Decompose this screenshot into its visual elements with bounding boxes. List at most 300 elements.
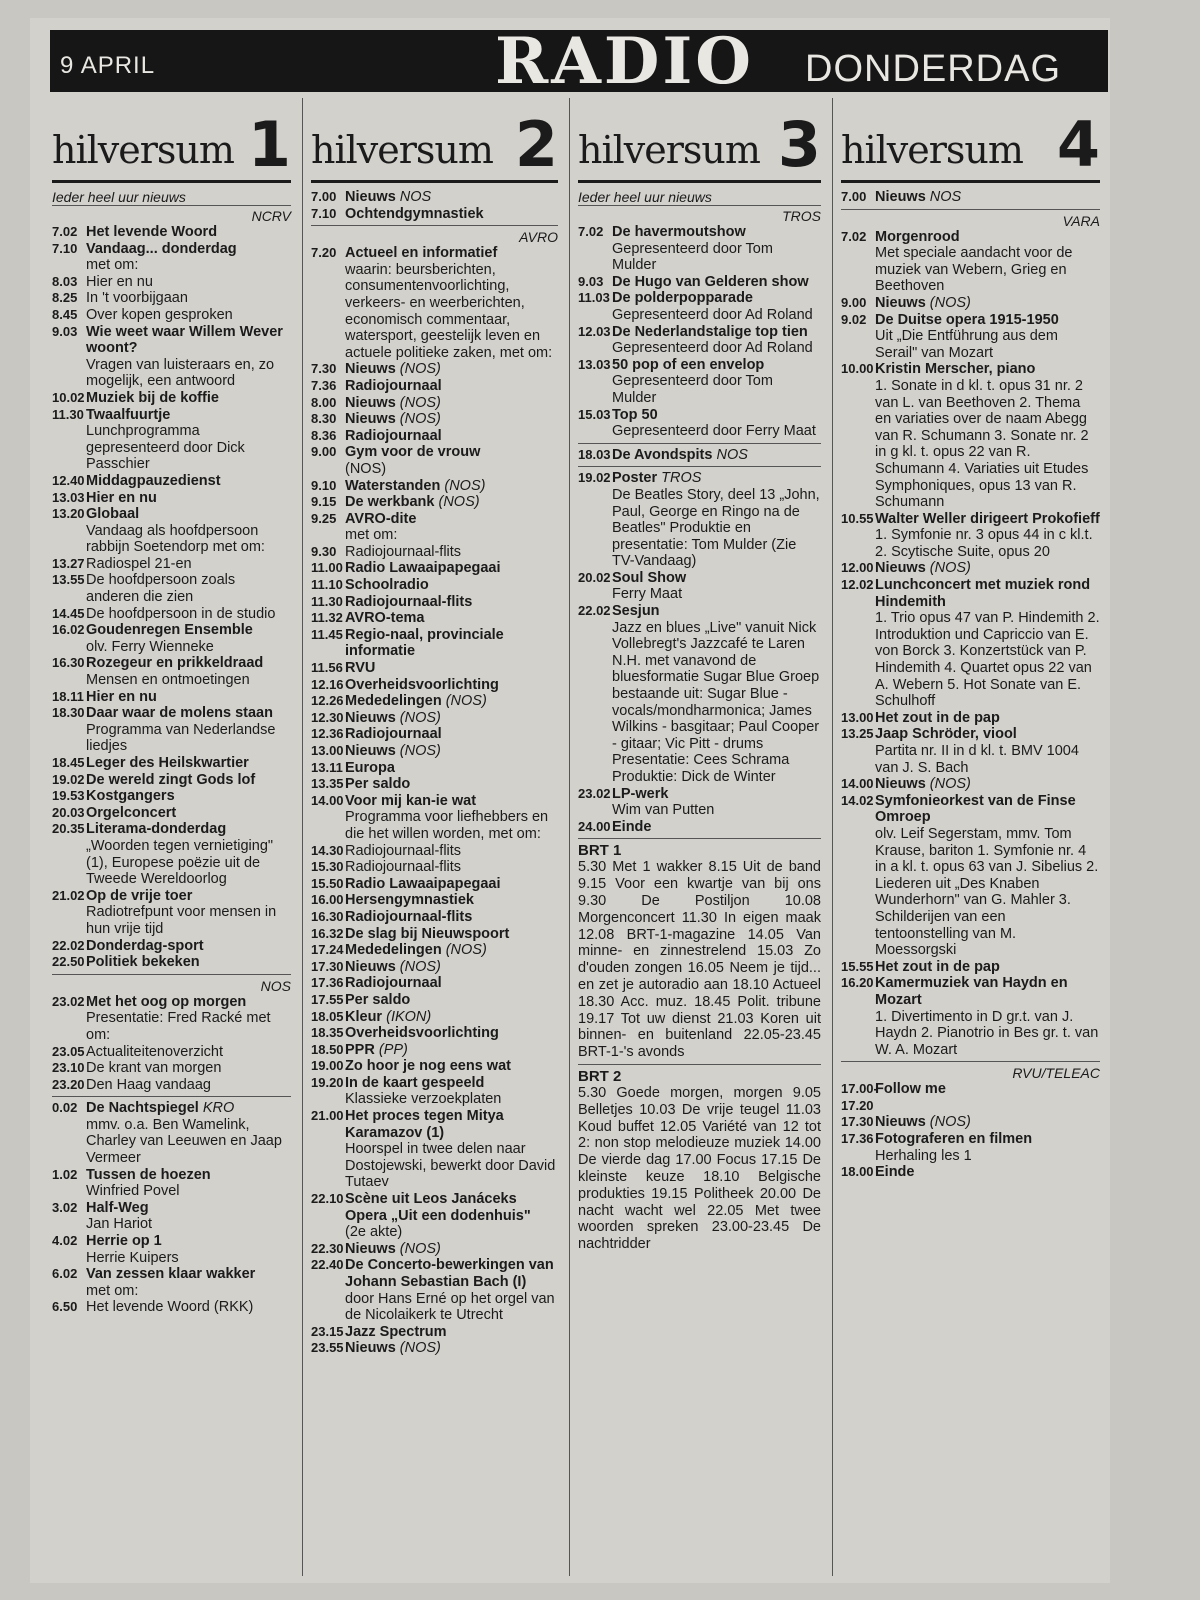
program-time: 13.20 (52, 506, 85, 522)
program-entry (578, 357, 821, 407)
program-text (345, 378, 558, 395)
program-title-text: Follow me (875, 1081, 946, 1098)
program-time: 22.40 (311, 1257, 344, 1273)
program-text (345, 428, 558, 445)
program-time: 12.30 (311, 709, 344, 725)
program-entry (841, 726, 1100, 776)
program-broadcaster: (NOS) (399, 411, 441, 428)
program-title-text: Het proces tegen Mitya Karamazov (1) (345, 1108, 504, 1141)
program-title-text: Radio Lawaaipapegaai (345, 560, 501, 577)
program-entry (52, 307, 291, 324)
program-description: waarin: beursberichten, consumentenvoorlichting, verkeers- en weerberichten, economisch commentaar, watersport, geestelijk leven en actuele politieke zaken, met om: (345, 261, 553, 361)
program-time: 13.03 (52, 489, 85, 505)
station-number: 4 (1056, 108, 1100, 181)
program-description: De hoofdpersoon zoals anderen die zien (86, 572, 236, 606)
program-title-text: 50 pop of een envelop (612, 356, 765, 373)
program-title-text: Soul Show (612, 569, 687, 586)
program-title (345, 1191, 558, 1224)
program-title (345, 992, 558, 1009)
program-broadcaster: (PP) (378, 1041, 408, 1058)
program-title-text: Nieuws (345, 1240, 396, 1257)
program-title (875, 189, 1100, 206)
program-entry (311, 594, 558, 611)
program-title (345, 1075, 558, 1092)
program-description: Winfried Povel (86, 1183, 180, 1200)
program-title (875, 1131, 1100, 1148)
program-title-text: Einde (612, 818, 652, 835)
program-title-text: Nieuws (345, 743, 396, 759)
program-description: Gepresenteerd door Ad Roland (612, 340, 813, 357)
program-text (86, 490, 291, 507)
program-title (345, 494, 558, 511)
program-description: Radiospel 21-en (86, 555, 192, 572)
program-title-text: Orgelconcert (86, 804, 177, 821)
program-description: Hier en nu (86, 273, 153, 290)
program-description: Radiojournaal-flits (345, 543, 462, 560)
program-text (345, 926, 558, 943)
program-time: 11.45 (311, 626, 343, 642)
program-title (345, 975, 558, 992)
program-text (875, 710, 1100, 727)
program-description: Wim van Putten (612, 802, 715, 819)
program-time: 10.00 (841, 361, 874, 377)
program-title (612, 786, 821, 803)
program-text (612, 603, 821, 786)
program-time: 13.03 (578, 356, 611, 372)
program-title (612, 324, 821, 341)
program-time: 7.10 (311, 205, 337, 221)
program-text (875, 560, 1100, 577)
program-entry (52, 888, 291, 938)
program-text (86, 1167, 291, 1200)
program-time: 18.00 (841, 1164, 874, 1180)
program-text (86, 994, 291, 1044)
program-time: 7.02 (841, 228, 867, 244)
program-time: 7.20 (311, 245, 337, 261)
program-text (86, 705, 291, 755)
program-time: 20.02 (578, 569, 611, 585)
program-broadcaster: (NOS) (399, 958, 441, 975)
program-title-text: Jaap Schröder, viool (875, 726, 1017, 743)
program-text (612, 357, 821, 407)
program-entry (52, 606, 291, 623)
program-title (345, 610, 558, 627)
program-entry (311, 992, 558, 1009)
section-divider (841, 209, 1100, 210)
program-time: 18.35 (311, 1025, 344, 1041)
program-text (345, 1009, 558, 1026)
program-time: 13.27 (52, 555, 85, 571)
program-description: olv. Leif Segerstam, mmv. Tom Krause, bariton 1. Symfonie nr. 4 in a kl. t. opus 63 van J. Sibelius 2. Liederen uit „Des Knaben Wunderhorn" van G. Mahler 3. Schilderijen van een tentoonstelling van M. Moessorgski (875, 825, 1099, 959)
program-title (86, 655, 291, 672)
section-divider (311, 225, 558, 226)
program-title-text: Herrie op 1 (86, 1233, 162, 1250)
program-text (612, 290, 821, 323)
program-title-text: Ochtendgymnastiek (345, 205, 484, 222)
program-broadcaster: (NOS) (445, 942, 487, 959)
program-title-text: Kamermuziek van Haydn en Mozart (875, 975, 1068, 1008)
program-text (345, 876, 558, 893)
program-entry (841, 1081, 1100, 1114)
program-time: 12.00 (841, 560, 874, 576)
program-title (612, 357, 821, 374)
program-title-text: Radiojournaal (345, 726, 442, 743)
program-entry (841, 511, 1100, 561)
program-description: Mensen en ontmoetingen (86, 672, 250, 689)
program-title-text: Nieuws (345, 958, 396, 975)
program-title (612, 224, 821, 241)
section-divider (578, 466, 821, 467)
program-title-text: De Nachtspiegel (86, 1100, 199, 1117)
program-description: met om: (86, 257, 139, 274)
program-entry (311, 975, 558, 992)
program-description: Herhaling les 1 (875, 1147, 972, 1164)
program-time: 10.55 (841, 510, 874, 526)
program-entry (578, 470, 821, 570)
program-text (612, 470, 821, 570)
program-text (612, 224, 821, 274)
program-entry (52, 390, 291, 407)
program-title (345, 189, 558, 206)
brt-title: BRT 1 (578, 842, 622, 860)
section-divider (578, 443, 821, 444)
program-title (875, 1114, 1100, 1131)
program-title-text: Tussen de hoezen (86, 1166, 211, 1183)
program-title-text: De Hugo van Gelderen show (612, 273, 809, 290)
program-title-text: Nieuws (875, 189, 926, 205)
program-text (86, 307, 291, 324)
program-title-text: Nieuws (345, 411, 396, 428)
program-time: 17.30 (311, 958, 344, 974)
program-time: 22.02 (52, 937, 85, 953)
station-number: 3 (777, 108, 821, 181)
broadcaster-label: NOS (260, 977, 291, 994)
program-title-text: AVRO-dite (345, 510, 417, 527)
program-title (345, 206, 558, 223)
program-description: 1. Sonate in d kl. t. opus 31 nr. 2 van L. van Beethoven 2. Thema en variaties over de naam Abegg van R. Schumann 3. Sonate nr. 2 in g kl. t. opus 22 van R. Schumann 4. Variaties uit Etudes Symphoniques, opus 13 van R. Schumann (875, 377, 1089, 511)
broadcaster-label: TROS (782, 208, 821, 224)
program-entry (841, 189, 1100, 206)
program-time: 23.20 (52, 1076, 85, 1092)
program-title (875, 776, 1100, 793)
program-broadcaster: (NOS) (399, 394, 441, 411)
program-entry (52, 1044, 291, 1061)
program-title-text: Radio Lawaaipapegaai (345, 875, 501, 892)
program-title (86, 390, 291, 407)
program-text (86, 241, 291, 274)
column-hilversum-1 (44, 98, 299, 1576)
program-title (612, 274, 821, 291)
program-title (345, 444, 558, 461)
program-title (345, 577, 558, 594)
program-title (875, 295, 1100, 312)
program-title-text: Het zout in de pap (875, 709, 1000, 726)
program-time: 13.55 (52, 572, 85, 588)
program-entry (311, 577, 558, 594)
program-entry (52, 1060, 291, 1077)
program-time: 17.24 (311, 942, 344, 958)
program-entry (311, 726, 558, 743)
program-title-text: Radiojournaal (345, 427, 442, 444)
program-entry (578, 570, 821, 603)
program-time: 18.11 (52, 688, 84, 704)
program-time: 8.45 (52, 306, 78, 322)
program-text (345, 1042, 558, 1059)
brt-text: 5.30 Goede morgen, morgen 9.05 Belletjes 10.03 De vrije teugel 11.03 Koud buffet 12.05 Variété van 12 tot 2: non stop melodieuze muziek 14.00 De vierde dag 17.00 Focus 17.15 De kleinste keuze 18.10 Belgische produkties 19.15 Politheek 20.00 De nacht wacht wel 22.05 Met twee woorden spreken 23.00-23.45 De nachtridder (578, 1084, 821, 1253)
program-description: Vandaag als hoofdpersoon rabbijn Soetendorp met om: (86, 522, 265, 556)
program-title (612, 407, 821, 424)
program-title (875, 511, 1100, 528)
program-time: 19.02 (578, 470, 611, 486)
program-title-text: Walter Weller dirigeert Prokofieff (875, 510, 1100, 527)
column-hilversum-3 (569, 98, 829, 1576)
program-title (345, 594, 558, 611)
program-time: 9.25 (311, 510, 337, 526)
program-title-text: Zo hoor je nog eens wat (345, 1058, 511, 1075)
program-text (345, 395, 558, 412)
program-entry (311, 693, 558, 710)
program-broadcaster: (NOS) (929, 560, 971, 577)
program-entry (841, 295, 1100, 312)
program-entry (52, 689, 291, 706)
program-time: 21.02 (52, 887, 85, 903)
program-title (345, 1042, 558, 1059)
program-title-text: RVU (345, 660, 376, 677)
program-text (345, 560, 558, 577)
program-title (345, 959, 558, 976)
program-time: 17.30 (841, 1114, 874, 1130)
program-entry (52, 241, 291, 274)
program-title (345, 1257, 558, 1290)
program-entry (52, 490, 291, 507)
program-text (345, 594, 558, 611)
program-title-text: LP-werk (612, 785, 669, 802)
program-broadcaster: (IKON) (386, 1008, 432, 1025)
program-title-text: Op de vrije toer (86, 887, 193, 904)
program-time: 11.10 (311, 577, 343, 593)
banner-day: DONDERDAG (805, 48, 1062, 90)
program-title-text: Hier en nu (86, 489, 157, 506)
station-number: 1 (247, 108, 291, 181)
program-entry (52, 705, 291, 755)
program-entry (578, 324, 821, 357)
program-entry (52, 788, 291, 805)
program-entry (52, 1167, 291, 1200)
program-title-text: Rozegeur en prikkeldraad (86, 655, 264, 672)
program-time: 18.05 (311, 1008, 344, 1024)
program-title-text: Politiek bekeken (86, 954, 200, 971)
program-text (612, 819, 821, 836)
program-time: 18.50 (311, 1041, 344, 1057)
program-broadcaster: (NOS) (445, 693, 487, 710)
program-entry (311, 660, 558, 677)
program-entry (311, 478, 558, 495)
program-time: 19.20 (311, 1074, 344, 1090)
program-text (86, 506, 291, 556)
program-text (875, 312, 1100, 362)
program-title-text: Per saldo (345, 991, 411, 1008)
program-time: 13.11 (311, 759, 343, 775)
program-title (345, 776, 558, 793)
program-time: 9.03 (578, 273, 604, 289)
program-entry (52, 1100, 291, 1166)
program-title (345, 760, 558, 777)
program-text (345, 1340, 558, 1357)
program-text (345, 627, 558, 660)
program-description: Partita nr. II in d kl. t. BMV 1004 van J. S. Bach (875, 743, 1079, 776)
program-title-text: Wie weet waar Willem Wever woont? (86, 323, 283, 357)
program-time: 20.35 (52, 821, 85, 837)
program-description: olv. Ferry Wienneke (86, 638, 214, 655)
program-title-text: Nieuws (345, 1340, 396, 1357)
program-title-text: De wereld zingt Gods lof (86, 771, 256, 788)
program-title (86, 1100, 291, 1117)
program-text (345, 1108, 558, 1191)
program-broadcaster: (NOS) (399, 743, 441, 759)
program-title-text: Met het oog op morgen (86, 993, 247, 1010)
program-description: Presentatie: Fred Racké met om: (86, 1010, 271, 1043)
program-title (345, 411, 558, 428)
program-description: Vragen van luisteraars en, zo mogelijk, een antwoord (86, 356, 275, 390)
program-description: 1. Trio opus 47 van P. Hindemith 2. Introduktion und Capriccio van E. von Borck 3. Konzertstück van P. Hindemith 4. Quartet opus 22 van A. Webern 5. Hot Sonate van E. Schulhoff (875, 610, 1100, 710)
program-entry (52, 572, 291, 605)
program-title (875, 361, 1100, 378)
program-description: Gepresenteerd door Tom Mulder (612, 240, 773, 274)
program-title (345, 660, 558, 677)
program-text (86, 1060, 291, 1077)
program-description: Jazz en blues „Live" vanuit Nick Vollebregt's Jazzcafé te Laren N.H. met vanavond de bluesformatie Sugar Blue Groep bestaande uit: Sugar Blue - vocals/mondharmonica; James Wilkins - basgitaar; Paul Cooper - gitaar; Vic Pitt - drums Presentatie: Cees Schrama Produktie: Dick de Winter (612, 619, 820, 785)
program-title (345, 710, 558, 727)
section-divider (52, 1096, 291, 1097)
brt-section (578, 1068, 821, 1253)
program-entry (52, 994, 291, 1044)
program-entry (841, 1131, 1100, 1164)
section-divider (578, 838, 821, 839)
program-description: Actualiteitenoverzicht (86, 1043, 224, 1060)
program-text (86, 556, 291, 573)
program-time: 13.25 (841, 726, 874, 742)
program-description: Het levende Woord (RKK) (86, 1299, 254, 1316)
program-description: Uit „Die Entführung aus dem Serail" van Mozart (875, 328, 1058, 361)
program-description: met om: (345, 527, 398, 544)
program-title (86, 324, 291, 357)
program-text (86, 954, 291, 971)
program-description: Lunchprogramma gepresenteerd door Dick Passchier (86, 423, 245, 473)
program-title (86, 407, 291, 424)
program-title-text: Waterstanden (345, 477, 441, 494)
program-time: 13.00 (311, 743, 344, 758)
program-time: 15.30 (311, 859, 344, 875)
program-entry (311, 677, 558, 694)
program-text (345, 494, 558, 511)
program-title (86, 772, 291, 789)
program-title-text: Het levende Woord (86, 224, 218, 240)
program-entry (311, 1324, 558, 1341)
station-name: hilversum (52, 128, 234, 172)
program-title (86, 1233, 291, 1250)
program-text (345, 189, 558, 206)
program-text (612, 407, 821, 440)
program-title (875, 959, 1100, 976)
program-title (86, 689, 291, 706)
station-header (841, 98, 1100, 183)
program-text (612, 274, 821, 291)
program-entry (52, 1266, 291, 1299)
program-time: 16.00 (311, 892, 344, 908)
program-time: 9.02 (841, 311, 867, 327)
program-text (875, 959, 1100, 976)
program-title (345, 926, 558, 943)
program-time: 16.30 (311, 908, 344, 924)
program-time: 12.03 (578, 323, 611, 339)
program-title (345, 793, 558, 810)
program-title-text: In de kaart gespeeld (345, 1074, 485, 1091)
program-time: 9.03 (52, 323, 78, 339)
program-title-text: Twaalfuurtje (86, 406, 171, 423)
broadcaster-label: NCRV (251, 208, 291, 224)
program-title-text: De slag bij Nieuwspoort (345, 925, 510, 942)
program-time: 10.02 (52, 389, 85, 405)
program-text (875, 1081, 1100, 1114)
program-title-text: Fotograferen en filmen (875, 1131, 1033, 1148)
program-time: 22.02 (578, 603, 611, 619)
banner-date: 9 APRIL (60, 52, 156, 79)
program-entry (311, 361, 558, 378)
program-time: 23.15 (311, 1323, 344, 1339)
program-title-text: Actueel en informatief (345, 245, 498, 262)
program-time: 16.02 (52, 622, 85, 638)
program-title-text: Donderdag-sport (86, 937, 204, 954)
program-broadcaster: (NOS) (929, 776, 971, 793)
program-time: 14.00 (311, 792, 344, 808)
program-title-text: Einde (875, 1164, 915, 1181)
program-time: 6.50 (52, 1299, 78, 1315)
program-entry (841, 312, 1100, 362)
program-text (875, 511, 1100, 561)
program-title (86, 888, 291, 905)
program-time: 3.02 (52, 1199, 78, 1215)
program-title-text: De Avondspits (612, 446, 713, 463)
program-title-text: Regio-naal, provinciale informatie (345, 626, 504, 660)
program-broadcaster: (NOS) (399, 361, 441, 378)
program-text (86, 772, 291, 789)
program-time: 7.00 (311, 189, 337, 204)
program-title-text: Radiojournaal (345, 377, 442, 394)
program-time: 18.45 (52, 755, 85, 770)
program-title-text: Radiojournaal-flits (345, 908, 473, 925)
program-text (875, 361, 1100, 510)
program-title (345, 909, 558, 926)
program-text (345, 245, 558, 361)
station-name: hilversum (841, 128, 1023, 172)
program-title-text: Muziek bij de koffie (86, 389, 219, 406)
program-description: 1. Symfonie nr. 3 opus 44 in c kl.t. 2. Scytische Suite, opus 20 (875, 527, 1093, 560)
program-entry (311, 378, 558, 395)
program-title-text: Voor mij kan-ie wat (345, 792, 477, 809)
program-entry (311, 610, 558, 627)
program-text (86, 655, 291, 688)
program-time: 11.03 (578, 290, 610, 306)
program-entry (578, 786, 821, 819)
program-entry (52, 1233, 291, 1266)
program-text (86, 324, 291, 390)
program-text (345, 959, 558, 976)
program-entry (311, 710, 558, 727)
program-entry (311, 544, 558, 561)
program-entry (52, 1299, 291, 1316)
program-time: 21.00 (311, 1108, 344, 1124)
program-title (345, 511, 558, 528)
